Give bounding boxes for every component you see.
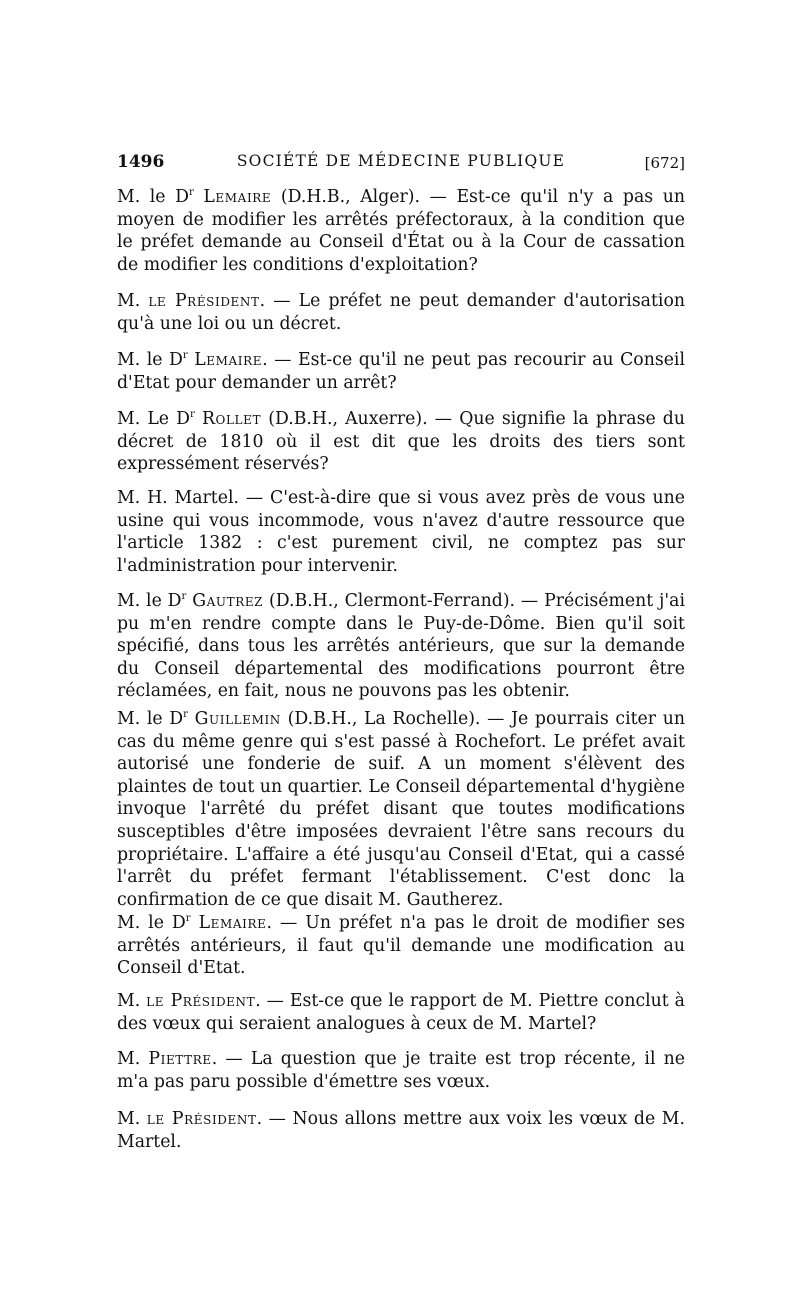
speaker-prefix: M. le D — [117, 350, 183, 370]
speaker-name: Lemaire — [198, 913, 267, 933]
speaker-prefix: M. Le D — [117, 409, 191, 429]
superscript: r — [190, 409, 195, 421]
bracket-reference: [672] — [644, 154, 685, 172]
paragraph — [117, 349, 685, 394]
paragraph — [117, 912, 685, 980]
speaker-prefix: M. — [117, 1109, 147, 1129]
speaker-name: Lemaire — [194, 350, 263, 370]
paragraph — [117, 708, 685, 911]
paragraph-text: . — Un préfet n'a pas le droit de modifier ses arrêtés antérieurs, il faut qu'il demande une modification au Conseil d'Etat. — [117, 913, 685, 979]
speaker-prefix: M. — [117, 1049, 149, 1069]
speaker-name: le Président — [146, 991, 256, 1011]
superscript: r — [185, 913, 191, 925]
running-title: SOCIÉTÉ DE MÉDECINE PUBLIQUE — [236, 152, 566, 170]
paragraph-text: (D.H.B., Alger). — Est-ce qu'il n'y a pas un moyen de modifier les arrêtés préfectoraux, à la condition que le préfet demande au Conseil d'État ou à la Cour de cassation de modifier les conditions d'exploitation? — [117, 187, 685, 275]
speaker-name: le Président — [148, 291, 260, 311]
speaker-prefix: M. le D — [117, 913, 186, 933]
paragraph-text: . — Nous allons mettre aux voix les vœux de M. Martel. — [117, 1109, 685, 1152]
speaker-name: Rollet — [201, 409, 262, 429]
superscript: r — [181, 591, 187, 603]
superscript: r — [188, 187, 194, 199]
paragraph-text: . — C'est-à-dire que si vous avez près de vous une usine qui vous incommode, vous n'avez d'autre ressource que l'article 1382 : c'est purement civil, ne comptez pas sur l'administration pour intervenir. — [117, 488, 685, 576]
superscript: r — [183, 709, 188, 721]
speaker-prefix: M. H. Martel — [117, 488, 234, 508]
paragraph-text: (D.B.H., La Rochelle). — Je pourrais citer un cas du même genre qui s'est passé à Rochefort. Le préfet avait autorisé une fonderie de suif. A un moment s'élèvent des plaintes de tout un quartier. Le Conseil départemental d'hygiène invoque l'arrêté du préfet disant que toutes modifications susceptibles d'être imposées devraient l'être sans recours du propriétaire. L'affaire a été jusqu'au Conseil d'Etat, qui a cassé l'arrêt du préfet fermant l'établissement. C'est donc la confirmation de ce que disait M. Gautherez. — [117, 709, 685, 910]
paragraph — [117, 487, 685, 577]
paragraph — [117, 186, 685, 276]
paragraph-text: . — Est-ce que le rapport de M. Piettre conclut à des vœux qui seraient analogues à ceux de M. Martel? — [117, 991, 685, 1034]
paragraph — [117, 1108, 685, 1153]
paragraph-text: . — Est-ce qu'il ne peut pas recourir au Conseil d'Etat pour demander un arrêt? — [117, 350, 685, 393]
speaker-name: Gautrez — [192, 591, 264, 611]
speaker-name: Lemaire — [203, 187, 272, 207]
paragraph — [117, 290, 685, 335]
page-number: 1496 — [117, 152, 165, 172]
paragraph — [117, 408, 685, 476]
speaker-name: le Président — [146, 1109, 257, 1129]
speaker-prefix: M. — [117, 991, 147, 1011]
speaker-prefix: M. le D — [117, 591, 182, 611]
paragraph-text: . — La question que je traite est trop récente, il ne m'a pas paru possible d'émettre ses vœux. — [117, 1049, 686, 1092]
paragraph — [117, 990, 685, 1035]
speaker-name: Guillemin — [194, 709, 281, 729]
paragraph-text: (D.B.H., Clermont-Ferrand). — Précisément j'ai pu m'en rendre compte dans le Puy-de-Dôme. Bien qu'il soit spécifié, dans tous les arrêtés antérieurs, que sur la demande du Conseil départemental des modifications pourront être réclamées, en fait, nous ne pouvons pas les obtenir. — [117, 591, 685, 702]
paragraph-text: (D.B.H., Auxerre). — Que signifie la phrase du décret de 1810 où il est dit que les droits des tiers sont expressément réservés? — [117, 409, 685, 475]
speaker-name: Piettre — [148, 1049, 212, 1069]
paragraph-text: . — Le préfet ne peut demander d'autorisation qu'à une loi ou un décret. — [117, 291, 685, 334]
paragraph — [117, 1048, 685, 1093]
superscript: r — [182, 350, 188, 362]
page-header — [117, 152, 685, 178]
speaker-prefix: M. — [117, 291, 149, 311]
paragraph — [117, 590, 685, 703]
speaker-prefix: M. le D — [117, 709, 184, 729]
speaker-prefix: M. le D — [117, 187, 189, 207]
